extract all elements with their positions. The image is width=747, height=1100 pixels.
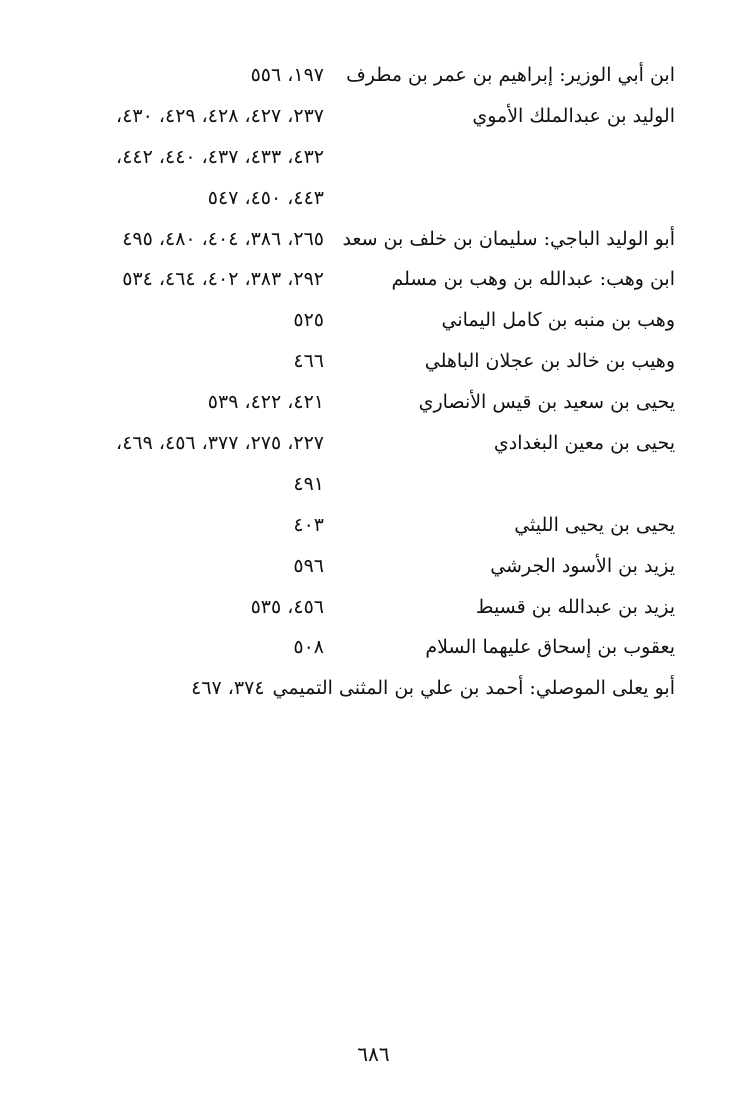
entry-pages: ٢٩٢، ٣٨٣، ٤٠٢، ٤٦٤، ٥٣٤ bbox=[122, 268, 324, 291]
index-list bbox=[60, 58, 675, 712]
entry-name: يزيد بن الأسود الجرشي bbox=[490, 554, 675, 577]
entry-name: يحيى بن يحيى الليثي bbox=[514, 513, 675, 536]
entry-pages: ٥٢٥ bbox=[293, 309, 324, 332]
entry-pages: ٣٧٤، ٤٦٧ bbox=[191, 677, 265, 700]
entry-name: أبو يعلى الموصلي: أحمد بن علي بن المثنى التميمي bbox=[272, 677, 675, 700]
index-entry bbox=[60, 426, 675, 467]
entry-pages: ٤٠٣ bbox=[293, 513, 324, 536]
entry-pages: ٢٢٧، ٢٧٥، ٣٧٧، ٤٥٦، ٤٦٩، bbox=[116, 432, 324, 455]
entry-name: ابن وهب: عبدالله بن وهب بن مسلم bbox=[391, 268, 675, 291]
entry-pages: ٥٠٨ bbox=[293, 636, 324, 659]
index-entry bbox=[60, 549, 675, 590]
entry-pages: ٤٥٦، ٥٣٥ bbox=[250, 595, 324, 618]
entry-name: يعقوب بن إسحاق عليهما السلام bbox=[425, 636, 675, 659]
index-entry bbox=[60, 590, 675, 631]
entry-name: يحيى بن سعيد بن قيس الأنصاري bbox=[418, 391, 675, 414]
index-entry-continuation bbox=[60, 140, 675, 181]
entry-name: وهب بن منبه بن كامل اليماني bbox=[441, 309, 675, 332]
index-entry bbox=[60, 508, 675, 549]
entry-pages: ٤٦٦ bbox=[293, 350, 324, 373]
entry-name: يحيى بن معين البغدادي bbox=[493, 432, 675, 455]
index-entry bbox=[60, 344, 675, 385]
index-entry bbox=[60, 58, 675, 99]
entry-pages: ١٩٧، ٥٥٦ bbox=[250, 64, 324, 86]
entry-pages: ٤٩١ bbox=[293, 472, 324, 495]
entry-pages: ٥٩٦ bbox=[293, 554, 324, 577]
index-entry-continuation bbox=[60, 181, 675, 222]
entry-pages: ٢٦٥، ٣٨٦، ٤٠٤، ٤٨٠، ٤٩٥ bbox=[122, 227, 324, 250]
entry-pages: ٤٣٢، ٤٣٣، ٤٣٧، ٤٤٠، ٤٤٢، bbox=[116, 145, 324, 168]
index-entry bbox=[60, 222, 675, 263]
index-entry bbox=[60, 303, 675, 344]
entry-pages: ٤٤٣، ٤٥٠، ٥٤٧ bbox=[207, 186, 324, 209]
index-entry bbox=[60, 262, 675, 303]
page-number: ٦٨٦ bbox=[357, 1042, 390, 1066]
entry-name: أبو الوليد الباجي: سليمان بن خلف بن سعد bbox=[342, 227, 675, 250]
entry-pages: ٤٢١، ٤٢٢، ٥٣٩ bbox=[207, 391, 324, 414]
entry-name: يزيد بن عبدالله بن قسيط bbox=[475, 595, 675, 618]
index-entry bbox=[60, 385, 675, 426]
index-entry bbox=[60, 671, 675, 712]
index-entry bbox=[60, 99, 675, 140]
index-entry bbox=[60, 630, 675, 671]
entry-name: الوليد بن عبدالملك الأموي bbox=[472, 104, 675, 127]
entry-name: وهيب بن خالد بن عجلان الباهلي bbox=[424, 350, 675, 373]
entry-pages: ٢٣٧، ٤٢٧، ٤٢٨، ٤٢٩، ٤٣٠، bbox=[116, 104, 324, 127]
index-entry-continuation bbox=[60, 467, 675, 508]
entry-name: ابن أبي الوزير: إبراهيم بن عمر بن مطرف bbox=[346, 64, 675, 86]
